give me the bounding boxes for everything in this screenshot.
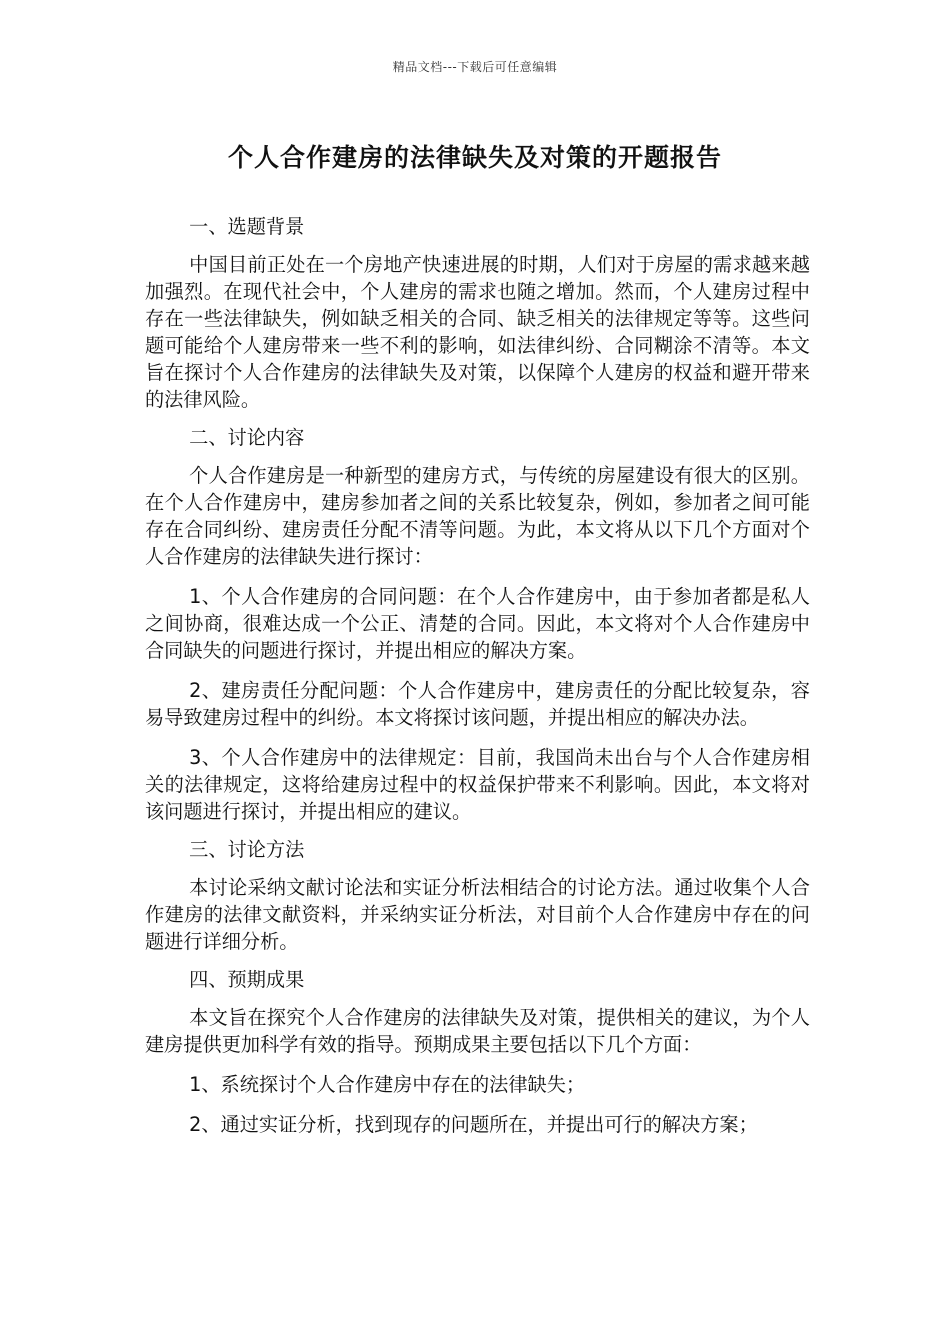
list-item-responsibility: 2、建房责任分配问题：个人合作建房中，建房责任的分配比较复杂，容易导致建房过程中的纠纷。本文将探讨该问题，并提出相应的解决办法。 — [145, 679, 810, 729]
document-title: 个人合作建房的法律缺失及对策的开题报告 — [227, 143, 722, 172]
document-body — [145, 213, 810, 1138]
list-item-regulation: 3、个人合作建房中的法律规定：目前，我国尚未出台与个人合作建房相关的法律规定，这将给建房过程中的权益保护带来不利影响。因此，本文将对该问题进行探讨，并提出相应的建议。 — [145, 746, 810, 823]
section-heading-results: 四、预期成果 — [189, 968, 305, 991]
header-note: 精品文档---下载后可任意编辑 — [392, 60, 558, 74]
list-item-result-2: 2、通过实证分析，找到现存的问题所在，并提出可行的解决方案； — [189, 1113, 758, 1136]
paragraph-background: 中国目前正处在一个房地产快速进展的时期，人们对于房屋的需求越来越加强烈。在现代社会中，个人建房的需求也随之增加。然而，个人建房过程中存在一些法律缺失，例如缺乏相关的合同、缺乏相关的法律规定等等。这些问题可能给个人建房带来一些不利的影响，如法律纠纷、合同糊涂不清等。本文旨在探讨个人合作建房的法律缺失及对策，以保障个人建房的权益和避开带来的法律风险。 — [145, 253, 810, 411]
section-heading-content: 二、讨论内容 — [189, 426, 305, 449]
section-heading-background: 一、选题背景 — [189, 215, 305, 238]
list-item-contract: 1、个人合作建房的合同问题：在个人合作建房中，由于参加者都是私人之间协商，很难达成一个公正、清楚的合同。因此，本文将对个人合作建房中合同缺失的问题进行探讨，并提出相应的解决方案。 — [145, 585, 810, 662]
paragraph-results-intro: 本文旨在探究个人合作建房的法律缺失及对策，提供相关的建议，为个人建房提供更加科学有效的指导。预期成果主要包括以下几个方面： — [145, 1006, 810, 1056]
paragraph-method: 本讨论采纳文献讨论法和实证分析法相结合的讨论方法。通过收集个人合作建房的法律文献资料，并采纳实证分析法，对目前个人合作建房中存在的问题进行详细分析。 — [145, 876, 810, 953]
paragraph-content-intro: 个人合作建房是一种新型的建房方式，与传统的房屋建设有很大的区别。在个人合作建房中，建房参加者之间的关系比较复杂，例如，参加者之间可能存在合同纠纷、建房责任分配不清等问题。为此，本文将从以下几个方面对个人合作建房的法律缺失进行探讨： — [145, 464, 810, 568]
list-item-result-1: 1、系统探讨个人合作建房中存在的法律缺失； — [189, 1073, 586, 1096]
section-heading-method: 三、讨论方法 — [189, 838, 305, 861]
